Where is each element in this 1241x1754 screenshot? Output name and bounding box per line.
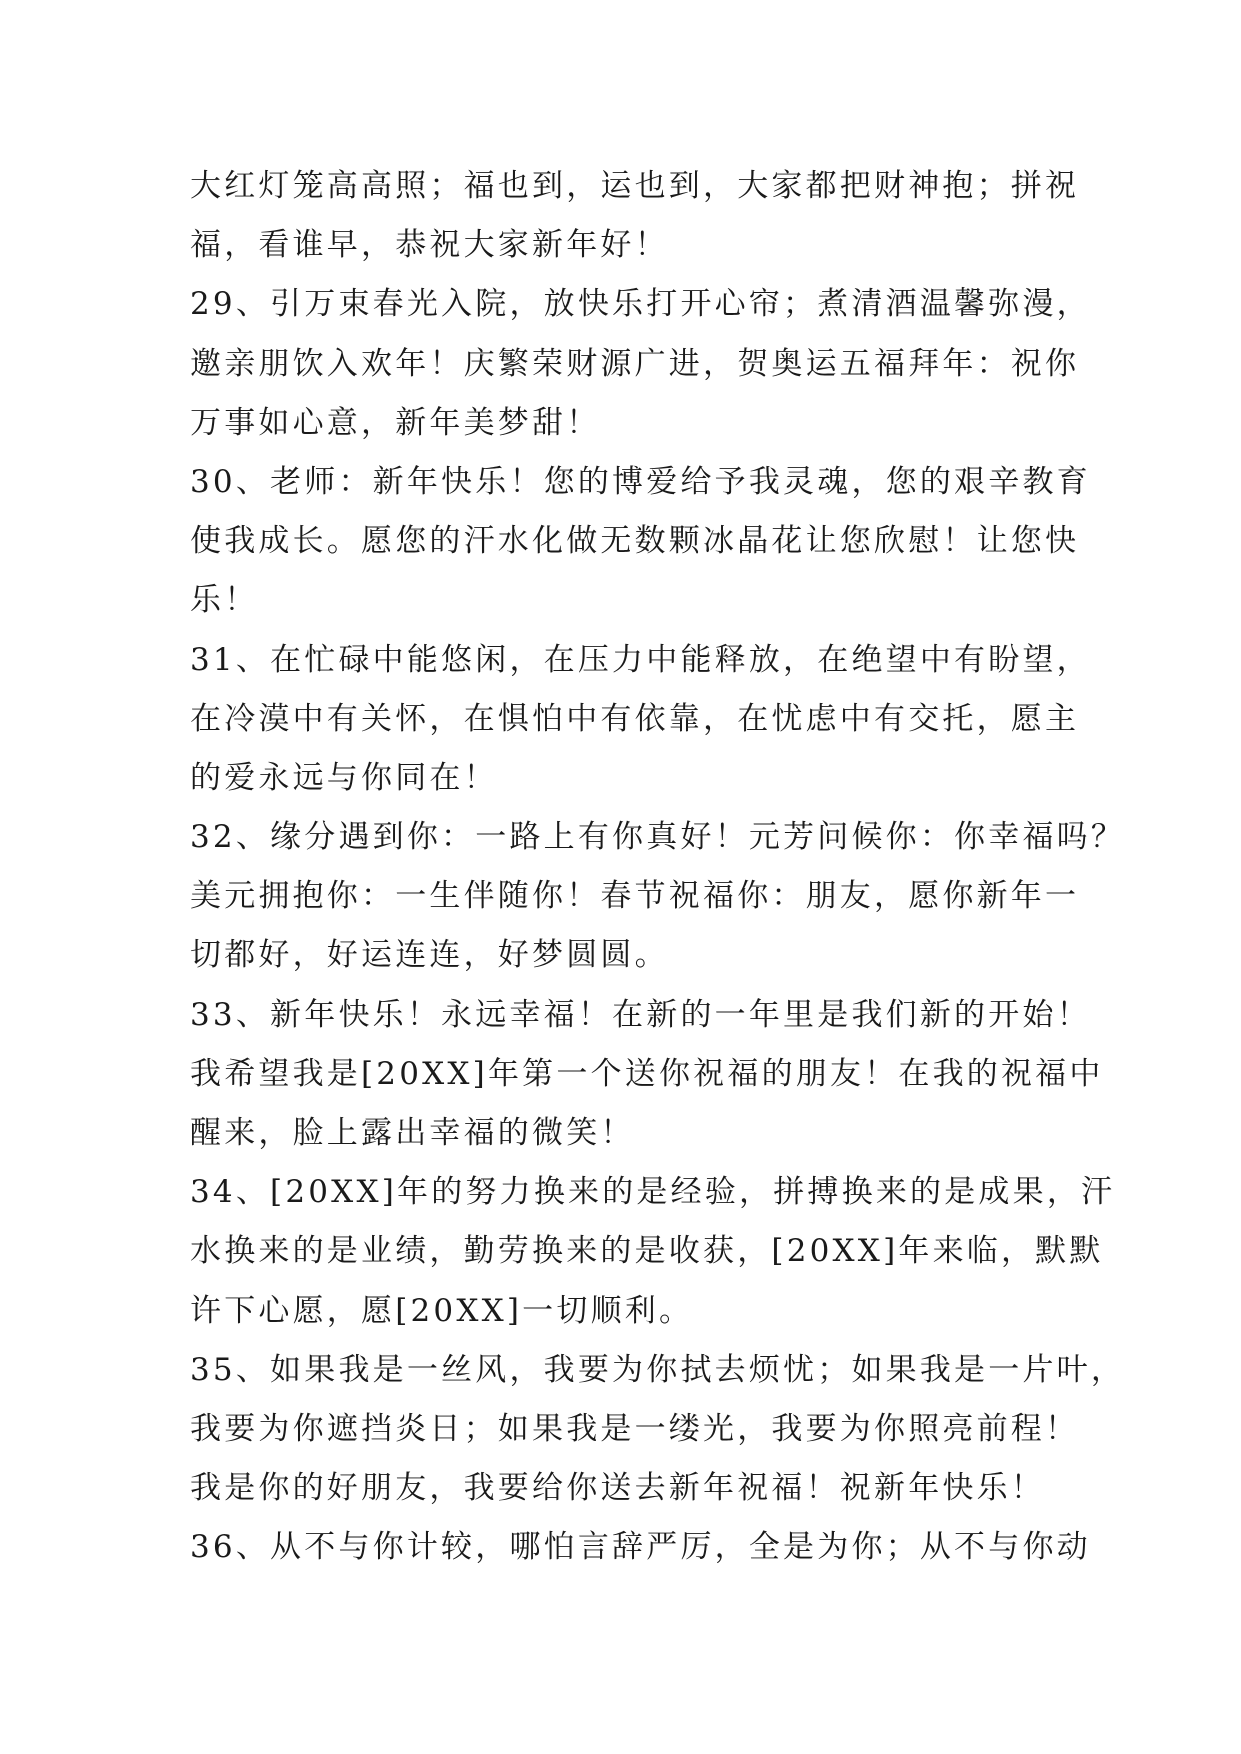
text-line: 乐！ [190, 582, 259, 619]
text-line: 福，看谁早，恭祝大家新年好！ [190, 227, 669, 264]
text-line: 邀亲朋饮入欢年！庆繁荣财源广进，贺奥运五福拜年：祝你 [190, 345, 1080, 382]
text-line: 32、缘分遇到你：一路上有你真好！元芳问候你：你幸福吗？ [190, 819, 1126, 856]
text-line: 大红灯笼高高照；福也到，运也到，大家都把财神抱；拼祝 [190, 168, 1080, 204]
body-text [190, 157, 1126, 1578]
text-line: 34、[20XX]年的努力换来的是经验，拼搏换来的是成果，汗 [190, 1174, 1116, 1211]
text-line: 水换来的是业绩，勤劳换来的是收获，[20XX]年来临，默默 [190, 1233, 1104, 1270]
text-line: 33、新年快乐！永远幸福！在新的一年里是我们新的开始！ [190, 996, 1091, 1033]
text-line: 在冷漠中有关怀，在惧怕中有依靠，在忧虑中有交托，愿主 [190, 700, 1080, 737]
text-line: 我希望我是[20XX]年第一个送你祝福的朋友！在我的祝福中 [190, 1055, 1104, 1092]
text-line: 醒来，脸上露出幸福的微笑！ [190, 1115, 635, 1151]
text-line: 切都好，好运连连，好梦圆圆。 [190, 937, 669, 974]
text-line: 29、引万束春光入院，放快乐打开心帘；煮清酒温馨弥漫， [190, 286, 1091, 323]
text-line: 35、如果我是一丝风，我要为你拭去烦忧；如果我是一片叶， [190, 1351, 1126, 1388]
text-line: 许下心愿，愿[20XX]一切顺利。 [190, 1292, 694, 1329]
text-line: 30、老师：新年快乐！您的博爱给予我灵魂，您的艰辛教育 [190, 463, 1091, 500]
text-line: 使我成长。愿您的汗水化做无数颗冰晶花让您欣慰！让您快 [190, 523, 1080, 560]
text-line: 万事如心意，新年美梦甜！ [190, 404, 601, 441]
text-line: 我要为你遮挡炎日；如果我是一缕光，我要为你照亮前程！ [190, 1410, 1080, 1447]
text-line: 美元拥抱你：一生伴随你！春节祝福你：朋友，愿你新年一 [190, 878, 1080, 915]
text-line: 我是你的好朋友，我要给你送去新年祝福！祝新年快乐！ [190, 1470, 1045, 1507]
text-line: 36、从不与你计较，哪怕言辞严厉，全是为你；从不与你动 [190, 1529, 1091, 1566]
text-line: 31、在忙碌中能悠闲，在压力中能释放，在绝望中有盼望， [190, 641, 1091, 678]
text-line: 的爱永远与你同在！ [190, 759, 498, 796]
